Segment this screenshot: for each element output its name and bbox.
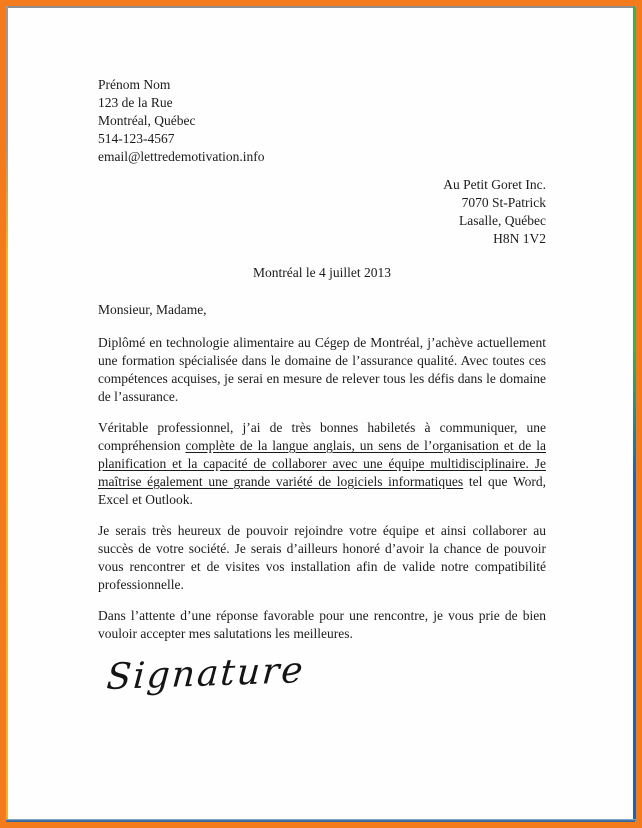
sender-street: 123 de la Rue	[98, 95, 173, 110]
recipient-city: Lasalle, Québec	[459, 213, 546, 228]
sender-phone: 514-123-4567	[98, 131, 175, 146]
signature-script: Signature	[105, 649, 307, 699]
salutation: Monsieur, Madame,	[98, 302, 207, 317]
sender-email: email@lettredemotivation.info	[98, 149, 265, 164]
paragraph-2-underlined-text: complète de la langue anglais, un sens de l’organisation et de la planification et la capacité de collaborer avec une équipe multidisciplinaire. Je maîtrise également une grande variété de logiciels informatiques	[98, 438, 546, 489]
paragraph-2-text-before: Véritable professionnel, j’ai de très bonnes habiletés à communiquer, une compréhension	[98, 420, 546, 453]
paragraph-4: Dans l’attente d’une réponse favorable pour une rencontre, je vous prie de bien vouloir accepter mes salutations les meilleures.	[98, 608, 546, 641]
letter-content	[6, 6, 636, 822]
paragraph-2-text-after: tel que Word, Excel et Outlook.	[98, 474, 546, 507]
date-line: Montréal le 4 juillet 2013	[253, 265, 391, 280]
recipient-address-block	[98, 176, 546, 248]
sender-name: Prénom Nom	[98, 77, 171, 92]
paragraph-2	[98, 419, 546, 509]
border-corner-dot-bottomright	[635, 821, 642, 828]
sender-address-block	[98, 76, 546, 166]
paragraph-3: Je serais très heureux de pouvoir rejoindre votre équipe et ainsi collaborer au succès de votre société. Je serais d’ailleurs honoré d’avoir la chance de pouvoir vous rencontrer et de visites vos installation afin de valide notre compatibilité professionnelle.	[98, 523, 546, 592]
recipient-street: 7070 St-Patrick	[461, 195, 546, 210]
recipient-company: Au Petit Goret Inc.	[443, 177, 546, 192]
border-corner-dot-topright	[635, 0, 642, 7]
recipient-postal-code: H8N 1V2	[493, 231, 546, 246]
sender-city: Montréal, Québec	[98, 113, 196, 128]
paragraph-1: Diplômé en technologie alimentaire au Cégep de Montréal, j’achève actuellement une formation spécialisée dans le domaine de l’assurance qualité. Avec toutes ces compétences acquises, je serai en mesure de relever tous les défis dans le domaine de l’assurance.	[98, 335, 546, 404]
